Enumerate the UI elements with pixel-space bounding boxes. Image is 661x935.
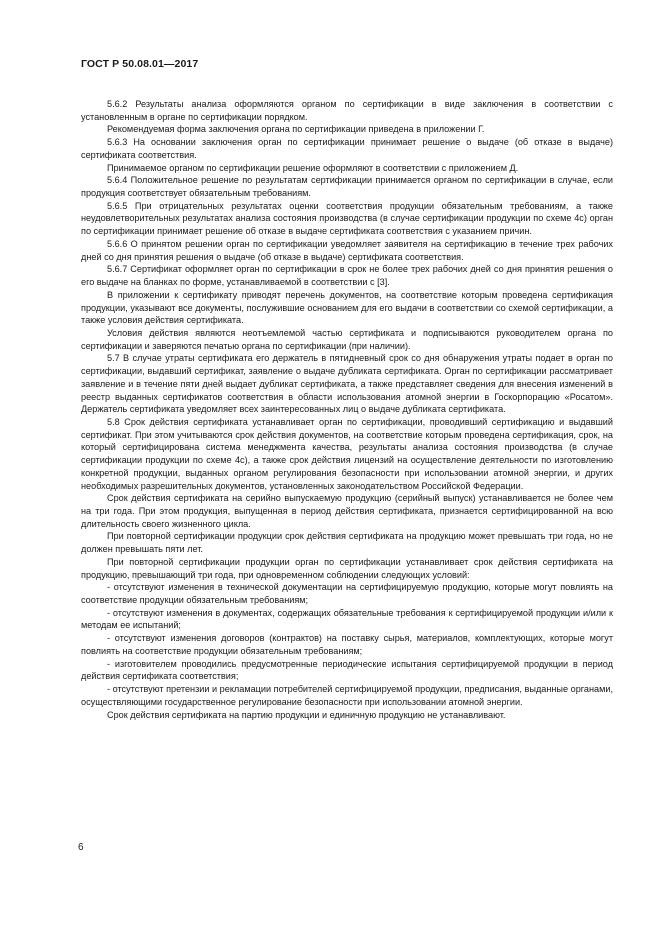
paragraph-5-6-7: 5.6.7 Сертификат оформляет орган по сертификации в срок не более трех рабочих дней со дня принятия решения о его выдаче на бланках по форме, устанавливаемой в соответствии с [3]. bbox=[81, 264, 613, 288]
list-item: - отсутствуют изменения в документах, содержащих обязательные требования к сертифицируемой продукции и/или к методам ее испытаний; bbox=[81, 607, 613, 631]
page-number: 6 bbox=[78, 842, 84, 853]
paragraph-5-7: 5.7 В случае утраты сертификата его держатель в пятидневный срок со дня обнаружения утраты подает в орган по сертификации, выдавший сертификат, заявление о выдаче дубликата сертификата. Орган по сертификации рассматривает заявление и в течение пяти дней выдает дубликат сертификата, а также представляет сведения для внесения изменений в реестр выданных сертификатов соответствия в области использования атомной энергии в Госкорпорацию «Росатом». Держатель сертификата уведомляет всех заинтересованных лиц о выдаче дубликата сертификата. bbox=[81, 353, 613, 415]
paragraph-validity-conditions: Условия действия являются неотъемлемой частью сертификата и подписываются руководителем органа по сертификации и заверяются печатью органа по сертификации (при наличии). bbox=[81, 327, 613, 351]
document-header: ГОСТ Р 50.08.01—2017 bbox=[81, 58, 199, 70]
paragraph-5-6-5: 5.6.5 При отрицательных результатах оценки соответствия продукции обязательным требованиям, а также неудовлетворительных результатах анализа состояния производства (в случае сертификации продукции по схеме 4с) орган по сертификации принимает решение об отказе в выдаче сертификата соответствия с указанием причин. bbox=[81, 200, 613, 237]
paragraph-decision-form: Принимаемое органом по сертификации решение оформляют в соответствии с приложением Д. bbox=[107, 162, 519, 173]
paragraph-5-6-3: 5.6.3 На основании заключения орган по сертификации принимает решение о выдаче (об отказе в выдаче) сертификата соответствия. bbox=[81, 137, 613, 160]
paragraph-certificate-annex: В приложении к сертификату приводят перечень документов, на соответствие которым проведена сертификация продукции, указывают все документы, послужившие основанием для его выдачи в соответствии со схемой сертификации, а также условия действия сертификата. bbox=[81, 289, 613, 326]
paragraph-5-6-6: 5.6.6 О принятом решении орган по сертификации уведомляет заявителя на сертификацию в течение трех рабочих дней со дня принятия решения о выдаче (об отказе в выдаче) сертификата соответствия. bbox=[81, 238, 613, 262]
paragraph-form-reference: Рекомендуемая форма заключения органа по сертификации приведена в приложении Г. bbox=[107, 124, 485, 135]
document-body bbox=[81, 98, 613, 721]
paragraph-5-6-2: 5.6.2 Результаты анализа оформляются органом по сертификации в виде заключения в соответствии с установленным в органе по сертификации порядком. bbox=[81, 99, 613, 122]
paragraph-5-6-4: 5.6.4 Положительное решение по результатам сертификации принимается органом по сертификации в случае, если продукция соответствует обязательным требованиям. bbox=[81, 175, 613, 199]
list-item: - отсутствуют изменения договоров (контрактов) на поставку сырья, материалов, комплектующих, которые могут повлиять на соответствие продукции обязательным требованиям; bbox=[81, 633, 613, 656]
paragraph-repeat-conditions: При повторной сертификации продукции орган по сертификации устанавливает срок действия сертификата на продукцию, превышающий три года, при одновременном соблюдении следующих условий: bbox=[81, 556, 613, 580]
paragraph-serial-validity: Срок действия сертификата на серийно выпускаемую продукцию (серийный выпуск) устанавливается не более чем на три года. При этом продукция, выпущенная в период действия сертификата, признается сертифицированной на всю длительность своего жизненного цикла. bbox=[81, 493, 613, 529]
list-item: - изготовителем проводились предусмотренные периодические испытания сертифицируемой продукции в период действия сертификата соответствия; bbox=[81, 658, 613, 682]
paragraph-batch-validity: Срок действия сертификата на партию продукции и единичную продукцию не устанавливают. bbox=[107, 709, 506, 720]
paragraph-5-8: 5.8 Срок действия сертификата устанавливает орган по сертификации, проводивший сертификацию и выдавший сертификат. При этом учитываются срок действия документов, на соответствие которым проведена сертификация, срок, на который сертифицирована система менеджмента качества, результаты анализа состояния производства (в случае сертификации продукции по схеме 4с), а также срок действия лицензий на осуществление деятельности по изготовлению конкретной продукции, выданных органом регулирования безопасности при использовании атомной энергии, и других необходимых разрешительных документов, установленных законодательством Российской Федерации. bbox=[81, 416, 613, 491]
list-item: - отсутствуют претензии и рекламации потребителей сертифицируемой продукции, предписания, выданные органами, осуществляющими государственное регулирование безопасности при использовании атомной энергии. bbox=[81, 684, 613, 707]
paragraph-repeat-certification: При повторной сертификации продукции срок действия сертификата на продукцию может превышать три года, но не должен превышать пяти лет. bbox=[81, 531, 613, 555]
list-item: - отсутствуют изменения в технической документации на сертифицируемую продукцию, которые могут повлиять на соответствие продукции обязательным требованиям; bbox=[81, 582, 613, 606]
